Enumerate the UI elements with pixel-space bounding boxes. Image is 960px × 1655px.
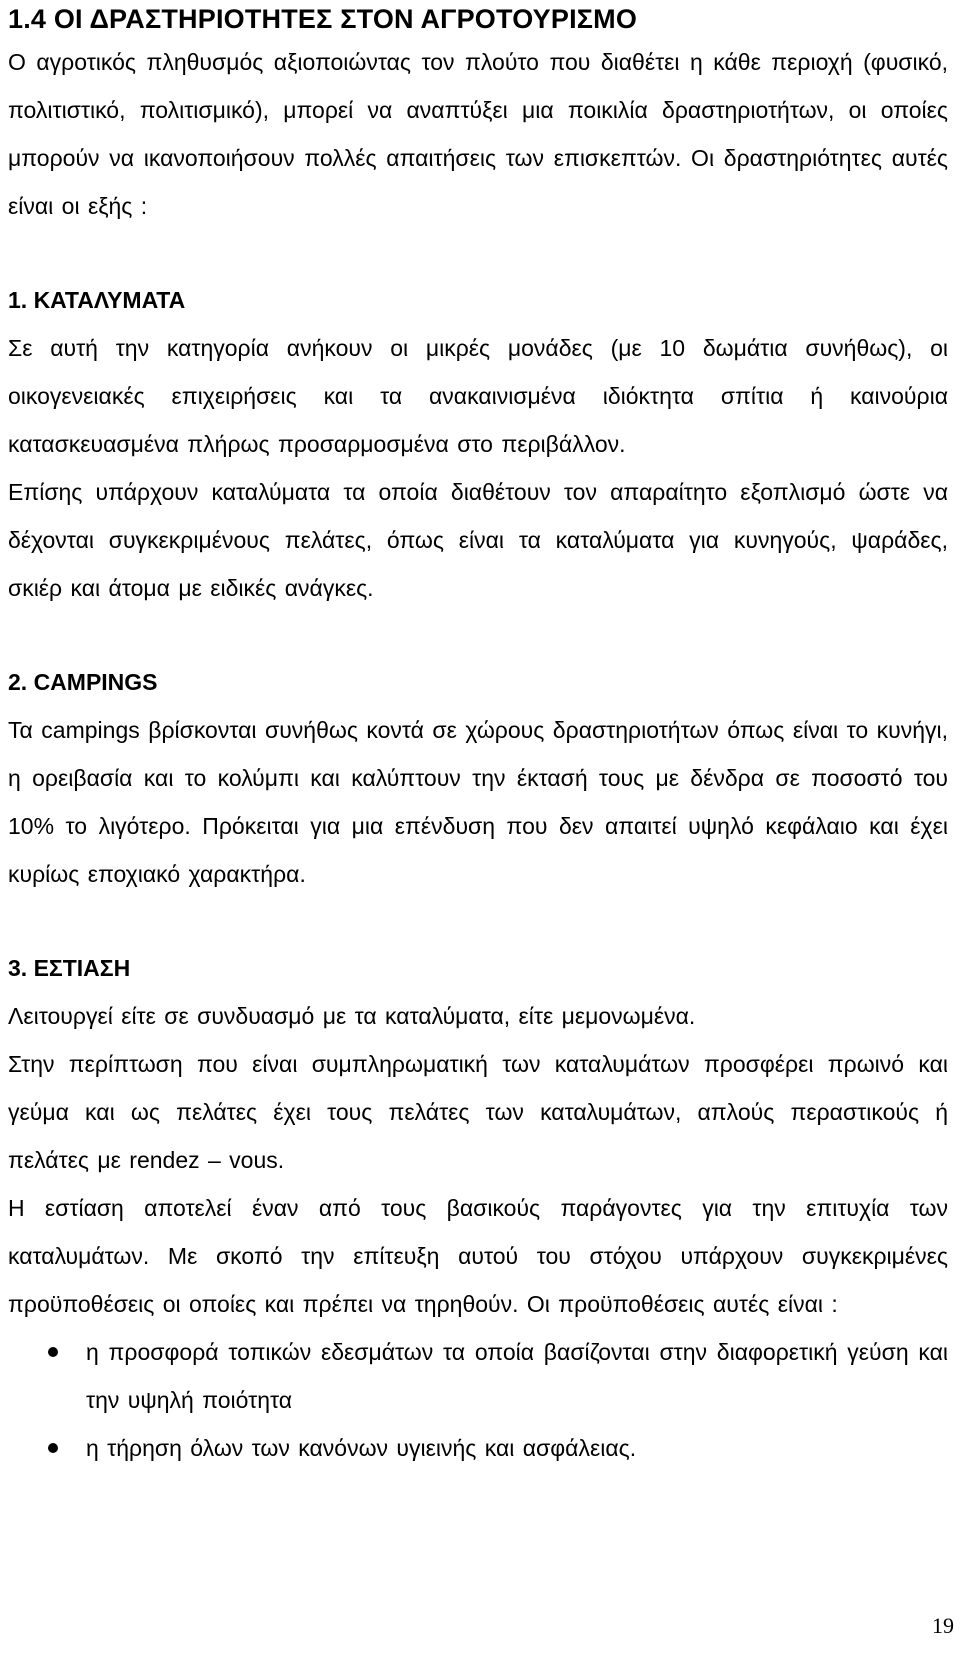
section-campings [8, 658, 948, 898]
paragraph: Σε αυτή την κατηγορία ανήκουν οι μικρές μονάδες (με 10 δωμάτια συνήθως), οι οικογενειακές επιχειρήσεις και τα ανακαινισμένα ιδιόκτητα σπίτια ή καινούρια κατασκευασμένα πλήρως προσαρμοσμένα στο περιβάλλον. [8, 335, 948, 457]
paragraph: Η εστίαση αποτελεί έναν από τους βασικούς παράγοντες για την επιτυχία των καταλυμάτων. Με σκοπό την επίτευξη αυτού του στόχου υπάρχουν συγκεκριμένες προϋποθέσεις οι οποίες και πρέπει να τηρηθούν. Οι προϋποθέσεις αυτές είναι : [8, 1195, 948, 1317]
spacer [8, 612, 948, 658]
document-page [8, 0, 948, 1472]
bullet-icon [48, 1347, 58, 1357]
page-number: 19 [932, 1613, 954, 1638]
section-accommodation [8, 276, 948, 612]
intro-paragraph: Ο αγροτικός πληθυσμός αξιοποιώντας τον πλούτο που διαθέτει η κάθε περιοχή (φυσικό, πολιτιστικό, πολιτισμικό), μπορεί να αναπτύξει μια ποικιλία δραστηριοτήτων, οι οποίες μπορούν να ικανοποιήσουν πολλές απαιτήσεις των επισκεπτών. Οι δραστηριότητες αυτές είναι οι εξής : [8, 49, 948, 219]
paragraph: Στην περίπτωση που είναι συμπληρωματική των καταλυμάτων προσφέρει πρωινό και γεύμα και ως πελάτες έχει τους πελάτες των καταλυμάτων, απλούς περαστικούς ή πελάτες με rendez – vous. [8, 1051, 948, 1173]
list-item-text: η τήρηση όλων των κανόνων υγιεινής και ασφάλειας. [86, 1435, 637, 1461]
spacer [8, 898, 948, 944]
section-catering [8, 944, 948, 1472]
spacer [8, 230, 948, 276]
list-item-text: η προσφορά τοπικών εδεσμάτων τα οποία βασίζονται στην διαφορετική γεύση και την υψηλή ποιότητα [86, 1339, 948, 1413]
section-title: 2. CAMPINGS [8, 669, 158, 695]
bullet-list [8, 1328, 948, 1472]
section-title: 1. ΚΑΤΑΛΥΜΑΤΑ [8, 287, 186, 313]
bullet-icon [48, 1443, 58, 1453]
section-heading: 1.4 ΟΙ ΔΡΑΣΤΗΡΙΟΤΗΤΕΣ ΣΤΟΝ ΑΓΡΟΤΟΥΡΙΣΜΟ [8, 4, 638, 34]
paragraph: Λειτουργεί είτε σε συνδυασμό με τα καταλύματα, είτε μεμονωμένα. [8, 1003, 696, 1029]
paragraph: Τα campings βρίσκονται συνήθως κοντά σε χώρους δραστηριοτήτων όπως είναι το κυνήγι, η ορειβασία και το κολύμπι και καλύπτουν την έκτασή τους με δένδρα σε ποσοστό του 10% το λιγότερο. Πρόκειται για μια επένδυση που δεν απαιτεί υψηλό κεφάλαιο και έχει κυρίως εποχιακό χαρακτήρα. [8, 717, 948, 887]
paragraph: Επίσης υπάρχουν καταλύματα τα οποία διαθέτουν τον απαραίτητο εξοπλισμό ώστε να δέχονται συγκεκριμένους πελάτες, όπως είναι τα καταλύματα για κυνηγούς, ψαράδες, σκιέρ και άτομα με ειδικές ανάγκες. [8, 479, 948, 601]
list-item [8, 1328, 948, 1424]
section-title: 3. ΕΣΤΙΑΣΗ [8, 955, 131, 981]
list-item [8, 1424, 948, 1472]
